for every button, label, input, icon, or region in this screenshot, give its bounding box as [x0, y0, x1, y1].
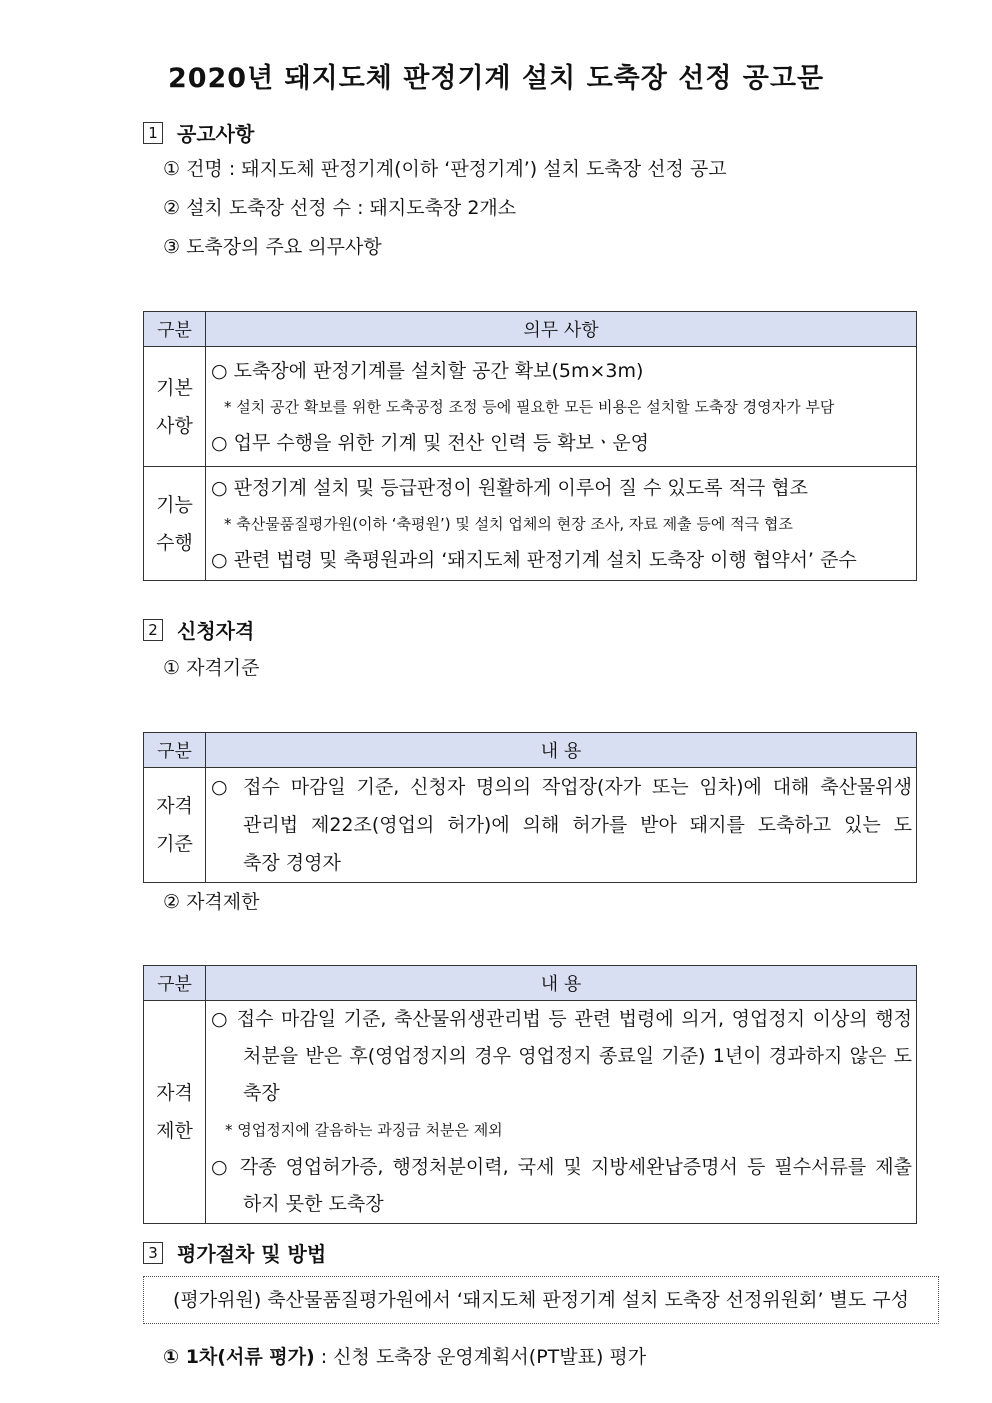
row-category [144, 467, 206, 581]
header-category: 구분 [144, 312, 206, 347]
section-2-sub-1: ① 자격기준 [163, 657, 260, 679]
section-1-item-1: ① 건명 : 돼지도체 판정기계(이하 ‘판정기계’) 설치 도축장 선정 공고 [163, 158, 727, 180]
header-category: 구분 [144, 966, 206, 1001]
section-2-heading [143, 615, 254, 644]
category-line-1: 기본 [156, 376, 193, 399]
category-line-1: 자격 [156, 1082, 193, 1104]
page-title: 2020년 돼지도체 판정기계 설치 도축장 선정 공고문 [167, 63, 825, 94]
header-category: 구분 [144, 733, 206, 768]
qualification-table-header [144, 733, 917, 768]
category-line-2: 수행 [156, 531, 193, 554]
content-line: 관리법 제22조(영업의 허가)에 의해 허가를 받아 돼지를 도축하고 있는 도 [243, 814, 912, 836]
section-2-sub-2: ② 자격제한 [163, 891, 260, 913]
row-category [144, 347, 206, 467]
section-3-heading [143, 1238, 326, 1267]
content-note: * 영업정지에 갈음하는 과징금 처분은 제외 [225, 1121, 503, 1139]
content-line: ○ 도축장에 판정기계를 설치할 공간 확보(5m×3m) [211, 359, 644, 382]
evaluation-committee-box: (평가위원) 축산물품질평가원에서 ‘돼지도체 판정기계 설치 도축장 선정위원회’ 별도 구성 [143, 1276, 939, 1324]
content-note: * 설치 공간 확보를 위한 도축공정 조정 등에 필요한 모든 비용은 설치할 도축장 경영자가 부담 [224, 397, 835, 416]
section-3-number: 3 [143, 1242, 163, 1264]
section-1-item-3: ③ 도축장의 주요 의무사항 [163, 236, 382, 258]
section-1-number: 1 [143, 122, 163, 144]
table-row [144, 467, 917, 581]
header-content: 내 용 [206, 966, 917, 1001]
section-1-title: 공고사항 [177, 122, 255, 146]
section-1-heading [143, 118, 254, 147]
content-line: ○ 접수 마감일 기준, 축산물위생관리법 등 관련 법령에 의거, 영업정지 이상의 행정 [211, 1008, 912, 1030]
header-content: 내 용 [206, 733, 917, 768]
item-1-label: ① 1차(서류 평가) [163, 1346, 315, 1368]
row-category [144, 768, 206, 883]
category-line-1: 자격 [156, 795, 193, 817]
restriction-table [143, 965, 917, 1224]
table-row [144, 347, 917, 467]
row-content [206, 467, 917, 581]
section-2-number: 2 [143, 619, 163, 641]
table-row [144, 768, 917, 883]
row-content [206, 768, 917, 883]
category-line-2: 사항 [156, 414, 193, 437]
section-3-item-1 [163, 1342, 646, 1369]
duties-table [143, 311, 917, 581]
content-line: ○ 각종 영업허가증, 행정처분이력, 국세 및 지방세완납증명서 등 필수서류를 제출 [211, 1156, 912, 1178]
content-line: ○ 판정기계 설치 및 등급판정이 원활하게 이루어 질 수 있도록 적극 협조 [211, 476, 808, 499]
row-content [206, 347, 917, 467]
duties-table-header [144, 312, 917, 347]
content-line: 축장 [243, 1082, 280, 1104]
category-line-2: 제한 [156, 1120, 193, 1142]
section-1-item-2: ② 설치 도축장 선정 수 : 돼지도축장 2개소 [163, 197, 517, 219]
content-line: ○ 관련 법령 및 축평원과의 ‘돼지도체 판정기계 설치 도축장 이행 협약서’ 준수 [211, 548, 857, 571]
row-content [206, 1001, 917, 1224]
content-line: 처분을 받은 후(영업정지의 경우 영업정지 종료일 기준) 1년이 경과하지 않은 도 [243, 1045, 912, 1067]
table-row [144, 1001, 917, 1224]
content-line: 하지 못한 도축장 [243, 1193, 384, 1215]
item-1-text: : 신청 도축장 운영계획서(PT발표) 평가 [314, 1346, 647, 1368]
header-duties: 의무 사항 [206, 312, 917, 347]
content-note: * 축산물품질평가원(이하 ‘축평원’) 및 설치 업체의 현장 조사, 자료 제출 등에 적극 협조 [224, 514, 793, 533]
content-line: 축장 경영자 [243, 852, 341, 874]
category-line-2: 기준 [156, 833, 193, 855]
section-2-title: 신청자격 [177, 619, 255, 643]
content-line: ○ 접수 마감일 기준, 신청자 명의의 작업장(자가 또는 임차)에 대해 축산물위생 [211, 776, 912, 798]
qualification-table [143, 732, 917, 883]
category-line-1: 기능 [156, 493, 193, 516]
content-line: ○ 업무 수행을 위한 기계 및 전산 인력 등 확보ㆍ운영 [211, 431, 650, 454]
restriction-table-header [144, 966, 917, 1001]
section-3-title: 평가절차 및 방법 [177, 1242, 327, 1266]
row-category [144, 1001, 206, 1224]
